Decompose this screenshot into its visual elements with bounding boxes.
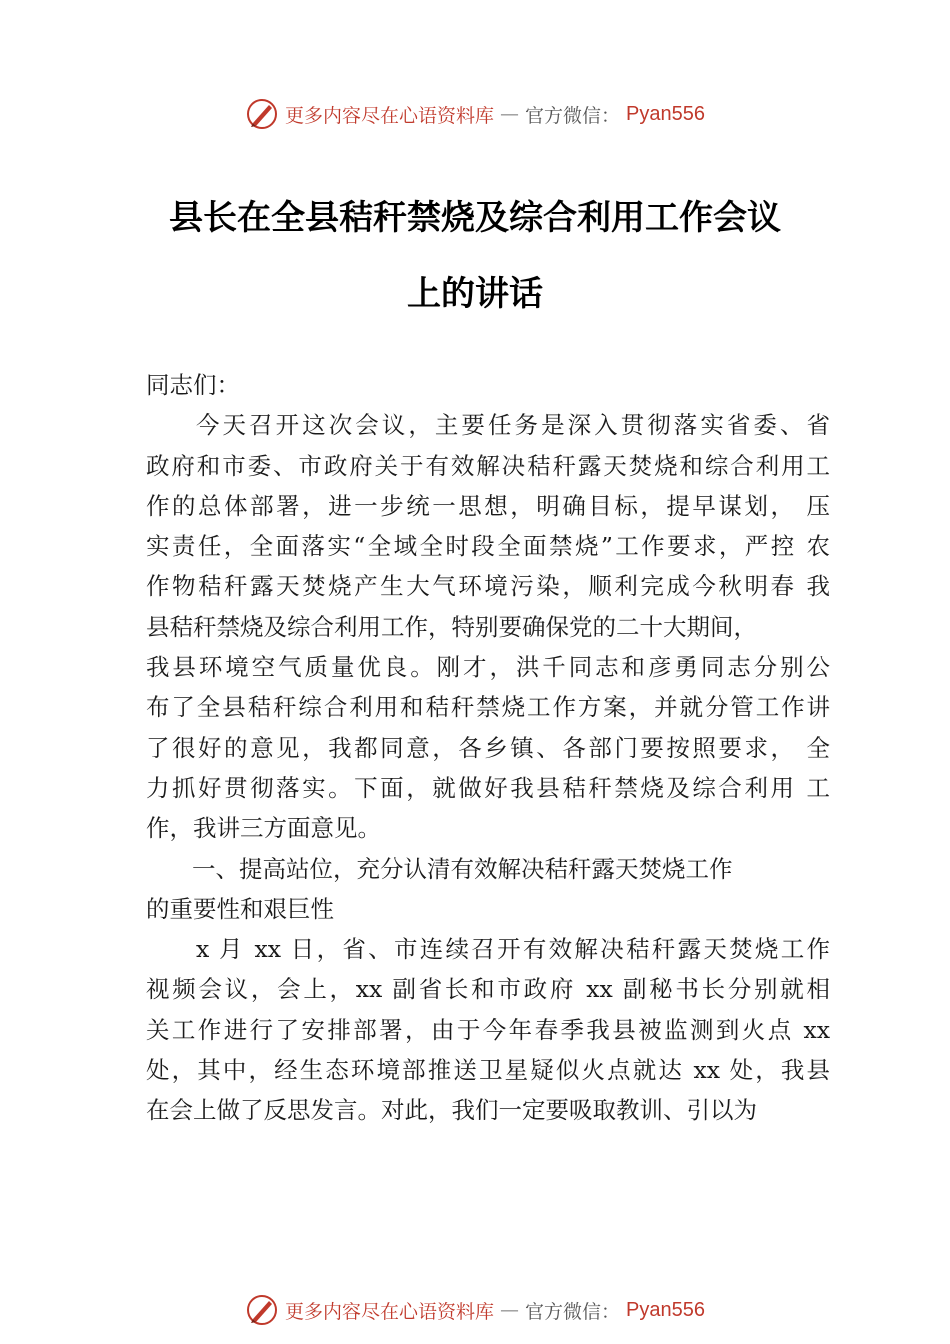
document-body (146, 365, 830, 1131)
paragraph-line: 今天召开这次会议，主要任务是深入贯彻落实省委、省 (196, 411, 830, 440)
paragraph-line: 作的总体部署，进一步统一思想，明确目标，提早谋划， 压 (146, 491, 830, 520)
paragraph-line: 关工作进行了安排部署，由于今年春季我县被监测到火点 xx (146, 1015, 830, 1044)
watermark-text: 更多内容尽在心语资料库 (285, 104, 495, 127)
salutation: 同志们： (146, 371, 240, 399)
pen-logo-icon (245, 1293, 279, 1327)
paragraph-line: 政府和市委、市政府关于有效解决秸秆露天焚烧和综合利用工 (146, 451, 830, 480)
paragraph-line: 处，其中，经生态环境部推送卫星疑似火点就达 xx 处，我县 (146, 1056, 830, 1085)
watermark-official: 官方微信： (525, 1300, 621, 1323)
watermark-text: 更多内容尽在心语资料库 (285, 1300, 495, 1323)
paragraph-line: 作，我讲三方面意见。 (146, 814, 381, 843)
watermark-official: 官方微信： (525, 104, 621, 127)
watermark-id: Pyan556 (626, 102, 705, 125)
paragraph-line: x 月 xx 日，省、市连续召开有效解决秸秆露天焚烧工作 (196, 935, 830, 964)
paragraph-line: 实责任，全面落实“全域全时段全面禁烧”工作要求，严控 农 (146, 532, 830, 561)
footer-watermark (0, 1290, 950, 1330)
header-watermark (0, 94, 950, 134)
paragraph-line: 视频会议，会上，xx 副省长和市政府 xx 副秘书长分别就相 (146, 975, 830, 1004)
section-heading-line: 的重要性和艰巨性 (146, 894, 334, 923)
paragraph-line: 县秸秆禁烧及综合利用工作，特别要确保党的二十大期间， (146, 612, 757, 641)
watermark-id: Pyan556 (626, 1298, 705, 1321)
document-title-line-2: 上的讲话 (407, 274, 543, 314)
document-title-line-1: 县长在全县秸秆禁烧及综合利用工作会议 (169, 198, 781, 238)
watermark-dash: — (500, 103, 520, 125)
section-heading-line: 一、提高站位，充分认清有效解决秸秆露天焚烧工作 (192, 854, 733, 883)
paragraph-line: 布了全县秸秆综合利用和秸秆禁烧工作方案，并就分管工作讲 (146, 693, 830, 722)
pen-logo-icon (245, 97, 279, 131)
paragraph-line: 在会上做了反思发言。对此，我们一定要吸取教训、引以为 (146, 1096, 757, 1125)
paragraph-line: 我县环境空气质量优良。刚才，洪千同志和彦勇同志分别公 (146, 653, 830, 682)
paragraph-line: 了很好的意见，我都同意，各乡镇、各部门要按照要求， 全 (146, 733, 830, 762)
paragraph-line: 力抓好贯彻落实。下面，就做好我县秸秆禁烧及综合利用 工 (146, 773, 830, 802)
watermark-dash: — (500, 1299, 520, 1321)
paragraph-line: 作物秸秆露天焚烧产生大气环境污染，顺利完成今秋明春 我 (146, 572, 830, 601)
